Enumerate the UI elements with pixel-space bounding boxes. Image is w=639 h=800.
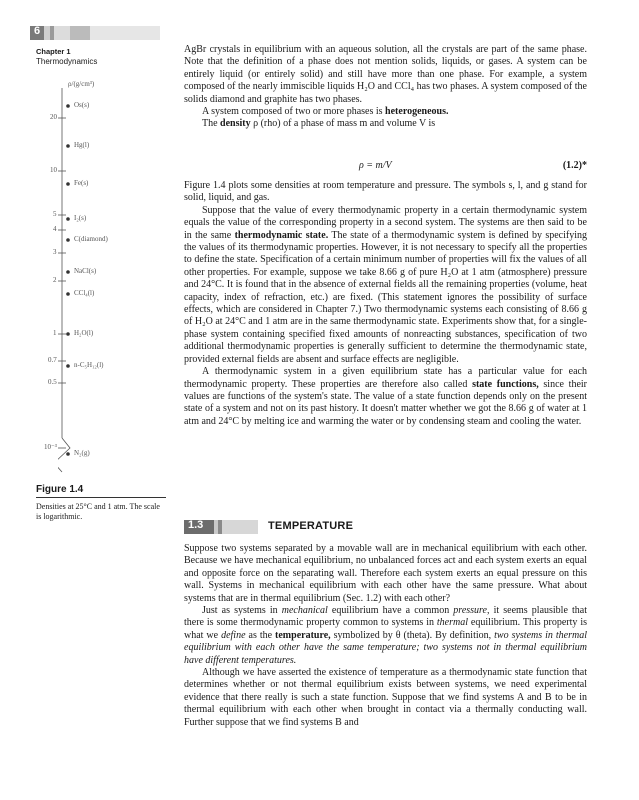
tick-label: 0.5 [48, 378, 57, 386]
axis-label: ρ/(g/cm³) [68, 80, 95, 88]
substance-label: n-C₅H₁₂(l) [74, 361, 104, 369]
figure-caption-title: Figure 1.4 [36, 484, 84, 495]
paragraph: Just as systems in mechanical equilibrium have a common pressure, it seems plausible that there is some thermodynamic property common to systems in thermal equilibrium. This property is what we define as the temperature, symbolized by θ (theta). By definition, two systems in thermal equilibrium with each other have the same temperature; two systems not in thermal equilibrium have different temperatures. [184, 605, 587, 666]
paragraph: A thermodynamic system in a given equilibrium state has a particular value for each thermodynamic property. These properties are therefore also called state functions, since their values are functions of the system's state. The value of a state function depends only on the present state of a system and not on its past history. It doesn't matter whether we got the 8.66 g of water at 1 atm and 24°C by melting ice and warming the water or by condensing steam and cooling the water. [184, 366, 587, 427]
paragraph: Suppose two systems separated by a movable wall are in mechanical equilibrium with each other. Because we have mechanical equilibrium, no unbalanced forces act and each system exerts an equal and opposite force on the separating wall. Therefore each system exerts an equal pressure on this wall. Systems in mechanical equilibrium with each other have the same pressure. What about systems that are in thermal equilibrium (Sec. 1.2) with each other? [184, 543, 587, 604]
chapter-title: Thermodynamics [36, 57, 98, 66]
paragraph: AgBr crystals in equilibrium with an aqueous solution, all the crystals are part of the same phase. Note that the definition of a phase does not mention solids, liquids, or gases. A system can be entirely liquid (or entirely solid) and still have more than one phase. For example, a system composed of the nearly immiscible liquids H₂O and CCl₄ has two phases. A system composed of the solids diamond and graphite has two phases. [184, 44, 587, 105]
substance-label: Fe(s) [74, 179, 89, 187]
tick-label: 5 [53, 210, 57, 218]
equation-number: (1.2)* [562, 160, 587, 171]
equation-formula: ρ = m/V [359, 160, 392, 171]
body-text-middle [184, 180, 587, 428]
term-thermodynamic-state: thermodynamic state. [234, 229, 329, 241]
tick-label: 3 [53, 248, 57, 256]
paragraph: Although we have asserted the existence of temperature as a thermodynamic state function that determines whether or not thermal equilibrium exists between systems, we need experimental evidence that there really is such a state function. Suppose that we find systems A and B to be in thermal equilibrium with each other when brought in contact via a thermally conducting wall. Further suppose that we find systems B and [184, 667, 587, 728]
chapter-label: Chapter 1 [36, 47, 71, 56]
substance-label: NaCl(s) [74, 267, 97, 275]
paragraph: Suppose that the value of every thermodynamic property in a certain thermodynamic system equals the value of the corresponding property in a second system. The systems are then said to be in the same thermodynamic state. The state of a thermodynamic system is defined by specifying the values of its thermodynamic properties. However, it is not necessary to specify all the properties to define the state. Specification of a certain minimum number of properties will fix the values of all other properties. For example, suppose we take 8.66 g of pure H₂O at 1 atm (atmosphere) pressure and 24°C. It is found that in the absence of external fields all the remaining properties (volume, heat capacity, index of refraction, etc.) are fixed. (This statement ignores the possibility of surface effects, which are considered in Chapter 7.) Two thermodynamic systems each consisting of 8.66 g of H₂O at 24°C and 1 atm are in the same thermodynamic state. Experiments show that, for a single-phase system containing specified fixed amounts of nonreacting substances, specification of two additional thermodynamic properties is generally sufficient to determine the thermodynamic state, provided external fields are absent and surface effects are negligible. [184, 204, 587, 365]
tick-label: 20 [50, 113, 57, 121]
density-axis-graphic [58, 78, 170, 474]
page-header-bar [30, 26, 160, 40]
section-number: 1.3 [188, 519, 204, 531]
term-heterogeneous: heterogeneous. [385, 106, 449, 118]
caption-divider [36, 497, 166, 498]
body-text-top [184, 44, 587, 131]
equation-1-2 [184, 160, 587, 174]
tick-label: 10 [50, 166, 57, 174]
section-title: TEMPERATURE [268, 520, 354, 532]
substance-label: I₂(s) [74, 214, 87, 222]
substance-label: C(diamond) [74, 235, 108, 243]
substance-label: H₂O(l) [74, 329, 94, 337]
substance-label: Os(s) [74, 101, 90, 109]
tick-label: 0.7 [48, 356, 57, 364]
term-temperature: temperature, [275, 629, 331, 641]
substance-label: Hg(l) [74, 141, 90, 149]
tick-label: 1 [53, 329, 57, 337]
paragraph: Figure 1.4 plots some densities at room temperature and pressure. The symbols s, l, and g stand for solid, liquid, and gas. [184, 180, 587, 204]
paragraph: A system composed of two or more phases is heterogeneous. [202, 106, 449, 118]
substance-label: CCl₄(l) [74, 289, 95, 297]
tick-label: 10⁻³ [44, 443, 57, 451]
term-state-functions: state functions, [472, 378, 539, 390]
substance-label: N₂(g) [74, 449, 90, 457]
paragraph: The density ρ (rho) of a phase of mass m and volume V is [202, 118, 436, 130]
tick-label: 4 [53, 225, 57, 233]
density-figure [44, 78, 170, 474]
tick-label: 2 [53, 276, 57, 284]
page-number: 6 [34, 25, 41, 37]
body-text-section [184, 543, 587, 729]
figure-caption: Densities at 25°C and 1 atm. The scale is logarithmic. [36, 502, 160, 521]
term-density: density [220, 118, 251, 130]
